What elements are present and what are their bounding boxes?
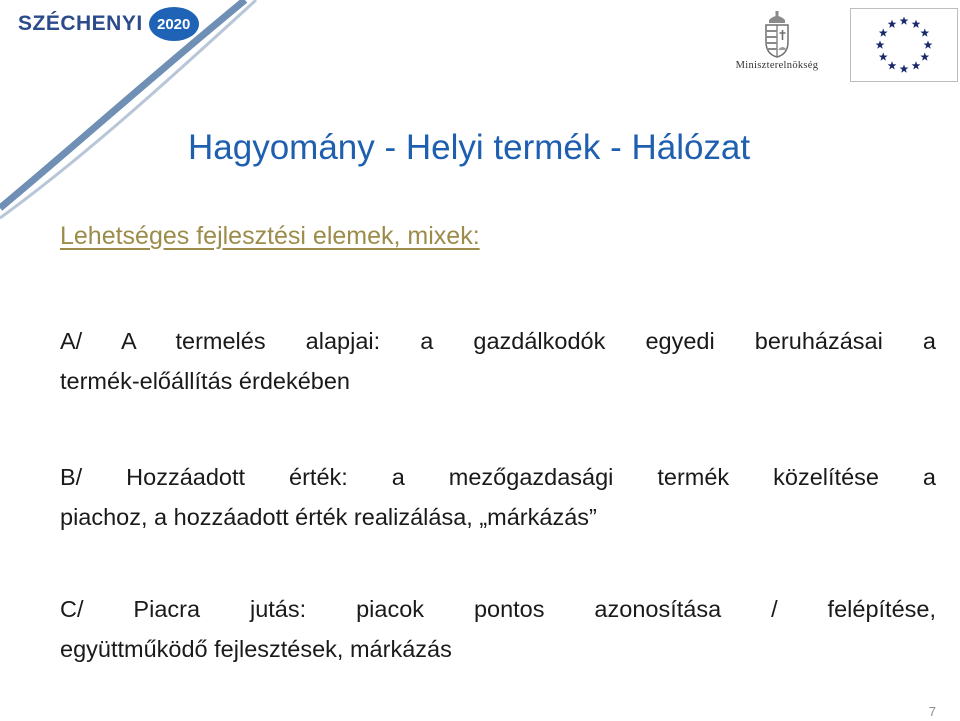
eu-star-icon xyxy=(924,40,933,48)
point-c-line-2: együttműködő fejlesztések, márkázás xyxy=(60,636,452,662)
ministry-logo xyxy=(718,10,836,80)
eu-star-icon xyxy=(920,52,929,60)
eu-star-icon xyxy=(888,20,897,28)
slide-title: Hagyomány - Helyi termék - Hálózat xyxy=(188,128,751,167)
point-a-line-1: A/ A termelés alapjai: a gazdálkodók egyedi beruházásai a xyxy=(60,328,936,354)
eu-star-icon xyxy=(912,61,921,69)
point-a xyxy=(60,321,936,401)
eu-star-icon xyxy=(912,20,921,28)
eu-star-icon xyxy=(900,64,909,72)
point-b-line-2: piachoz, a hozzáadott érték realizálása, „márkázás” xyxy=(60,504,597,530)
point-c-line-1: C/ Piacra jutás: piacok pontos azonosítása / felépítése, xyxy=(60,596,936,622)
eu-star-icon xyxy=(900,16,909,24)
eu-flag-icon xyxy=(850,8,958,82)
eu-star-icon xyxy=(920,28,929,36)
slide-subtitle: Lehetséges fejlesztési elemek, mixek: xyxy=(60,222,480,250)
page-number: 7 xyxy=(928,704,936,719)
hungarian-crest-icon xyxy=(760,10,794,58)
point-c xyxy=(60,589,936,669)
ministry-label: Miniszterelnökség xyxy=(735,60,819,71)
szechenyi-logo-year: 2020 xyxy=(149,7,199,41)
eu-star-icon xyxy=(876,40,885,48)
eu-star-icon xyxy=(879,28,888,36)
eu-star-icon xyxy=(888,61,897,69)
eu-star-icon xyxy=(879,52,888,60)
szechenyi-logo-text: SZÉCHENYI xyxy=(18,12,143,35)
point-a-line-2: termék-előállítás érdekében xyxy=(60,368,350,394)
point-b xyxy=(60,457,936,537)
point-b-line-1: B/ Hozzáadott érték: a mezőgazdasági termék közelítése a xyxy=(60,464,936,490)
szechenyi-2020-logo xyxy=(18,6,199,42)
